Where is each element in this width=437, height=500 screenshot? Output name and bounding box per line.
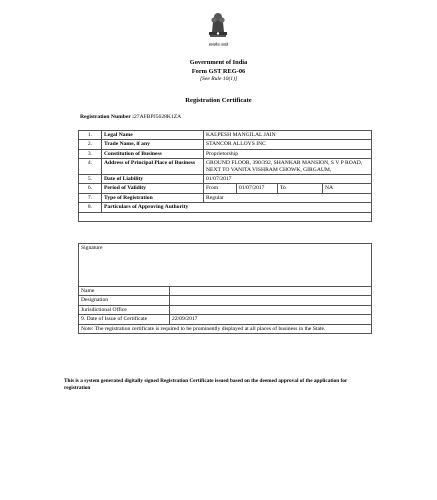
row-label: Type of Registration <box>102 193 204 202</box>
row-number: 4. <box>79 159 102 175</box>
designation-label: Designation <box>79 296 170 305</box>
table-row <box>79 305 372 314</box>
row-label: Legal Name <box>102 131 204 140</box>
validity-from-value: 01/07/2017 <box>237 184 278 193</box>
constitution-value: Proprietorship <box>204 149 372 158</box>
display-note: Note: The registration certificate is required to be prominently displayed at all places of business in the State. <box>79 324 372 333</box>
signature-label: Signature <box>79 244 372 287</box>
row-number: 1. <box>79 131 102 140</box>
jurisdictional-office-label: Jurisdictional Office <box>79 305 170 314</box>
row-label: Period of Validity <box>102 184 204 193</box>
table-row <box>79 212 372 221</box>
designation-value <box>170 296 372 305</box>
registration-details-table <box>78 130 372 222</box>
row-label: Particulars of Approving Authority <box>102 203 372 212</box>
table-row <box>79 324 372 333</box>
row-number: 7. <box>79 193 102 202</box>
address-value: GROUND FLOOR, 390/392, SHANKAR MANSION, S V P ROAD, NEXT TO VANITA VISHRAM CHOWK, GIRGAUM, <box>204 159 372 175</box>
trade-name-value: STANCOR ALLOYS INC <box>204 140 372 149</box>
row-label: Address of Principal Place of Business <box>102 159 204 175</box>
registration-number-label: Registration Number : <box>80 114 134 120</box>
table-row <box>79 159 372 175</box>
issue-date-label: 9. Date of Issue of Certificate <box>79 315 170 324</box>
table-row <box>79 184 372 193</box>
validity-to-label: To <box>278 184 323 193</box>
table-row <box>79 315 372 324</box>
validity-to-value: NA <box>323 184 372 193</box>
validity-from-label: From <box>204 184 237 193</box>
issue-date-value: 22/09/2017 <box>170 315 372 324</box>
row-label: Constitution of Business <box>102 149 204 158</box>
rule-reference: [See Rule 10(1)] <box>199 76 238 82</box>
registration-number-line <box>80 114 181 120</box>
table-row <box>79 244 372 287</box>
row-label: Trade Name, if any <box>102 140 204 149</box>
table-row <box>79 203 372 212</box>
row-label: Date of Liability <box>102 175 204 184</box>
jurisdictional-office-value <box>170 305 372 314</box>
row-number: 2. <box>79 140 102 149</box>
emblem-caption: सत्यमेव जयते <box>208 42 229 47</box>
name-value <box>170 287 372 296</box>
system-generated-note: This is a system generated digitally signed Registration Certificate issued based on the deemed approval of the application for registration <box>64 378 348 391</box>
government-heading: Government of India <box>189 59 248 66</box>
registration-type-value: Regular <box>204 193 372 202</box>
name-label: Name <box>79 287 170 296</box>
legal-name-value: KALPESH MANGILAL JAIN <box>204 131 372 140</box>
table-row <box>79 131 372 140</box>
table-row <box>79 296 372 305</box>
liability-date-value: 01/07/2017 <box>204 175 372 184</box>
row-number: 6. <box>79 184 102 193</box>
certificate-title: Registration Certificate <box>185 97 252 104</box>
row-number: 3. <box>79 149 102 158</box>
table-row <box>79 149 372 158</box>
table-row <box>79 140 372 149</box>
form-title: Form GST REG-06 <box>191 68 246 75</box>
row-number: 5. <box>79 175 102 184</box>
signature-table <box>78 243 372 334</box>
table-row <box>79 175 372 184</box>
state-emblem-icon <box>207 8 229 42</box>
table-row <box>79 193 372 202</box>
registration-number-value: 27AFBPJ5628K1ZA <box>133 114 182 120</box>
row-number: 8. <box>79 203 102 212</box>
table-row <box>79 287 372 296</box>
